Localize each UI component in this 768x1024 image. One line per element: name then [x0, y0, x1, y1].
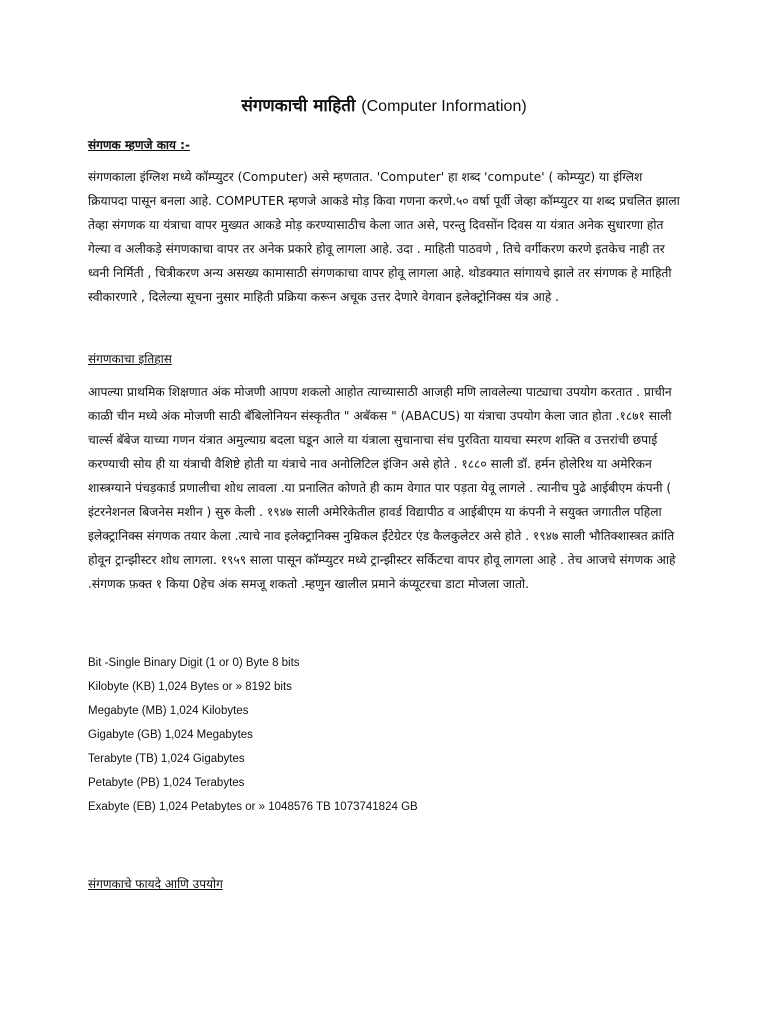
title-english: (Computer Information)	[361, 98, 527, 115]
title-marathi: संगणकाची माहिती	[241, 96, 356, 116]
page-title	[0, 92, 768, 121]
section-heading-what-is-computer: संगणक म्हणजे काय :-	[88, 138, 190, 152]
section-heading-history: संगणकाचा इतिहास	[88, 352, 172, 366]
section-heading-advantages-uses: संगणकाचे फायदे आणि उपयोग	[88, 877, 223, 891]
unit-megabyte: Megabyte (MB) 1,024 Kilobytes	[88, 705, 249, 717]
unit-terabyte: Terabyte (TB) 1,024 Gigabytes	[88, 753, 245, 765]
unit-petabyte: Petabyte (PB) 1,024 Terabytes	[88, 777, 245, 789]
unit-kilobyte: Kilobyte (KB) 1,024 Bytes or » 8192 bits	[88, 681, 292, 693]
unit-bit: Bit -Single Binary Digit (1 or 0) Byte 8 bits	[88, 657, 300, 669]
data-units-list	[88, 651, 418, 819]
paragraph-history: आपल्या प्राथमिक शिक्षणात अंक मोजणी आपण शकलो आहोत त्याच्यासाठी आजही मणि लावलेल्या पाट्याचा उपयोग करतात . प्राचीन काळी चीन मध्ये अंक मोजणी साठी बॅबिलोनियन संस्कृतीत " अबॅकस " (ABACUS) या यंत्राचा उपयोग केला जात होता .१८७१ साली चार्ल्स बॅबेज याच्या गणन यंत्रात अमुल्याग्र बदला घडून आले या यंत्राला सुचानाचा संच पुरविता यायचा स्मरण शक्ति व उत्तरांची छपाई करण्याची सोय ही या यंत्राची वैशिष्टे होती या यंत्राचे नाव अनोलिटिल इंजिन असे होते . १८८० साली डॉ. हर्मन होलेरिथ या अमेरिकन शास्त्रग्याने पंचड़कार्ड प्रणालीचा शोध लावला .या प्रनालित कोणते ही काम वेगात पार पड़ता येवू लागले . त्यानीच पुढे आईबीएम कंपनी ( इंटरनेशनल बिजनेस मशीन ) सुरु केली . १९४७ साली अमेरिकेतील हावर्ड विद्यापीठ व आईबीएम या कंपनी ने सयुक्त जगातील पहिला इलेक्ट्रानिक्स संगणक तयार केला .त्याचे नाव इलेक्ट्रानिक्स नुम्रिकल ईंटेग्रेटर एंड कैलकुलेटर असे होते . १९४७ साली भौतिक्शास्त्रत क्रांति होवून ट्रान्झीस्टर शोध लागला. १९५९ साला पासून कॉम्प्युटर मध्ये ट्रान्झीस्टर सर्किटचा वापर होवू लागला आहे . तेच आजचे संगणक आहे .संगणक फ़क्त १ किया 0हेच अंक समजू शकतो .म्हणुन खालील प्रमाने कंप्यूटरचा डाटा मोजला जातो.	[88, 385, 676, 591]
unit-exabyte: Exabyte (EB) 1,024 Petabytes or » 1048576 TB 1073741824 GB	[88, 801, 418, 813]
unit-gigabyte: Gigabyte (GB) 1,024 Megabytes	[88, 729, 253, 741]
paragraph-what-is-computer: संगणकाला इंग्लिश मध्ये कॉम्प्युटर (Computer) असे म्हणतात. 'Computer' हा शब्द 'compute' ( कोम्प्युट) या इंग्लिश क्रियापदा पासून बनला आहे. COMPUTER म्हणजे आकडे मोड़ किवा गणना करणे.५० वर्षा पूर्वी जेव्हा कॉम्प्युटर या शब्द प्रचलित झाला तेव्हा संगणक या यंत्राचा वापर मुख्यत आकडे मोड़ करण्यासाठीच केला जात असे, परन्तु दिवसोंन दिवस या यंत्रात अनेक सुधारणा होत गेल्या व अलीकड़े संगणकाचा वापर तर अनेक प्रकारे होवू लागला आहे. उदा . माहिती पाठवणे , तिचे वर्गीकरण करणे इतकेच नाही तर ध्वनी निर्मिती , चित्रीकरण अन्य असख्य कामासाठी संगणकाचा वापर होवू लागला आहे. थोडक्यात सांगायचे झाले तर संगणक हे माहिती स्वीकारणारे , दिलेल्या सूचना नुसार माहिती प्रक्रिया करून अचूक उत्तर देणारे वेगवान इलेक्ट्रोनिक्स यंत्र आहे .	[88, 170, 680, 304]
